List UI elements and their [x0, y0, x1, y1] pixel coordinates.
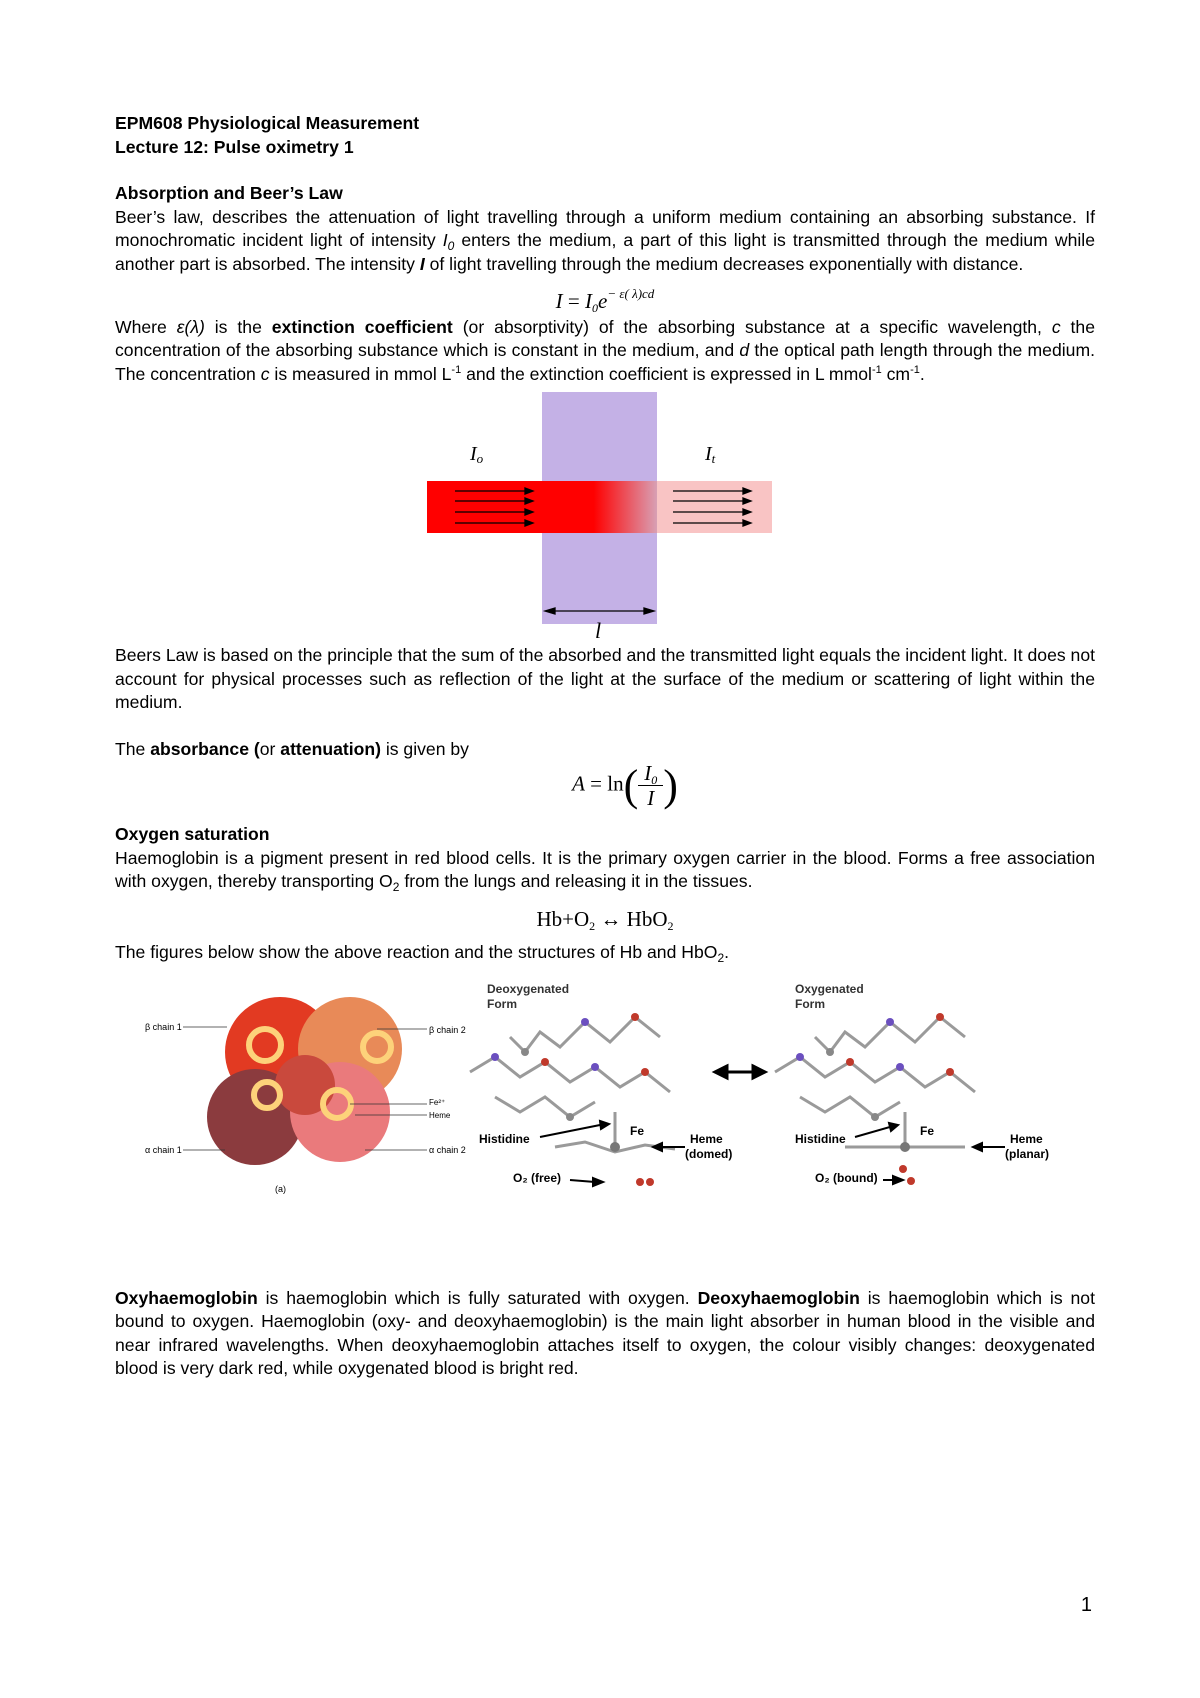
path-length-label: l	[595, 618, 602, 642]
course-title: EPM608 Physiological Measurement	[115, 113, 420, 133]
deoxy-fe-label: Fe	[630, 1123, 645, 1138]
transmitted-beam	[657, 481, 772, 533]
beer-law-equation: $I = I_0e^{- \varepsilon( \lambda)cd}$	[555, 286, 655, 315]
paragraph-figures-intro: The figures below show the above reaction and the structures of Hb and HbO$_2$.	[115, 942, 730, 965]
oxy-title-line2: Form	[795, 996, 825, 1011]
deoxy-heme-label: Heme	[690, 1131, 723, 1146]
haemoglobin-figure	[115, 977, 1095, 1217]
paragraph-haemoglobin: Haemoglobin is a pigment present in red blood cells. It is the primary oxygen carrier in the blood. Forms a free association with oxygen, thereby transporting $O_2$ from the lungs and releasing it in the tissues.	[115, 847, 1095, 894]
paragraph-extinction: Where ε(λ) is the extinction coefficient (or absorptivity) of the absorbing substance at a specific wavelength, c the concentration of the absorbing substance which is constant in the medium, and d the optical path length through the medium. The concentration c is measured in mmol $L^{-1}$ and the extinction coefficient is expressed in L mmol$^{-1}$ $cm^{-1}$.	[115, 316, 1095, 384]
section-heading-beer: Absorption and Beer’s Law	[115, 183, 343, 203]
label-beta-chain-1: β chain 1	[145, 1021, 182, 1032]
beam-in-medium	[542, 481, 657, 533]
section-heading-oxygen: Oxygen saturation	[115, 824, 270, 844]
oxy-title-line1: Oxygenated	[795, 981, 864, 996]
label-fe: Fe²⁺	[429, 1097, 446, 1107]
binding-reaction: $Hb+O_2$ ↔ HbO$_2$	[536, 906, 674, 933]
oxy-heme-label: Heme	[1010, 1131, 1043, 1146]
deoxy-heme-state: (domed)	[685, 1146, 733, 1161]
label-heme: Heme	[429, 1110, 451, 1120]
oxy-heme-state: (planar)	[1005, 1146, 1050, 1161]
absorbance-equation: A = ln( $\frac{I_0}{I}$ )	[572, 760, 678, 810]
paragraph-absorbance: The absorbance (or attenuation) is given by	[115, 738, 469, 759]
oxy-fe-label: Fe	[920, 1123, 935, 1138]
transmitted-intensity-label: It	[705, 443, 716, 466]
label-beta-chain-2: β chain 2	[429, 1024, 466, 1035]
incident-intensity-label: Io	[470, 443, 484, 466]
reversible-arrow	[715, 1066, 765, 1078]
beer-law-diagram	[115, 392, 1095, 642]
beer-law-figure	[115, 392, 1095, 642]
lecture-title: Lecture 12: Pulse oximetry 1	[115, 136, 354, 157]
label-alpha-chain-2: α chain 2	[429, 1144, 466, 1155]
deoxy-o2-label: O₂ (free)	[513, 1170, 562, 1185]
label-panel-a: (a)	[275, 1183, 286, 1194]
haemoglobin-diagram	[115, 977, 1095, 1217]
deoxy-atoms	[491, 1013, 654, 1186]
paragraph-oxy-deoxy: Oxyhaemoglobin is haemoglobin which is fully saturated with oxygen. Deoxyhaemoglobin is haemoglobin which is not bound to oxygen. Haemoglobin (oxy- and deoxyhaemoglobin) is the main light absorber in human blood in the visible and near infrared wavelengths. When deoxyhaemoglobin attaches itself to oxygen, the colour visibly changes: deoxygenated blood is very dark red, while oxygenated blood is bright red.	[115, 1287, 1095, 1378]
page-number: 1	[1080, 1594, 1092, 1616]
deoxy-histidine-label: Histidine	[479, 1131, 530, 1146]
oxy-histidine-label: Histidine	[795, 1131, 846, 1146]
oxy-o2-label: O₂ (bound)	[815, 1170, 878, 1185]
paragraph-beer-intro: Beer’s law, describes the attenuation of light travelling through a uniform medium containing an absorbing substance. If monochromatic incident light of intensity $I_0$ enters the medium, a part of this light is transmitted through the medium while another part is absorbed. The intensity I of light travelling through the medium decreases exponentially with distance.	[115, 206, 1095, 274]
document-page	[115, 112, 1095, 1381]
label-alpha-chain-1: α chain 1	[145, 1144, 182, 1155]
deoxy-title-line2: Form	[487, 996, 517, 1011]
deoxy-title-line1: Deoxygenated	[487, 981, 570, 996]
paragraph-beer-principle: Beers Law is based on the principle that the sum of the absorbed and the transmitted light equals the incident light. It does not account for physical processes such as reflection of the light at the surface of the medium or scattering of light within the medium.	[115, 645, 1095, 712]
hb-quaternary-structure	[207, 997, 402, 1165]
oxy-molecule	[775, 1017, 975, 1147]
